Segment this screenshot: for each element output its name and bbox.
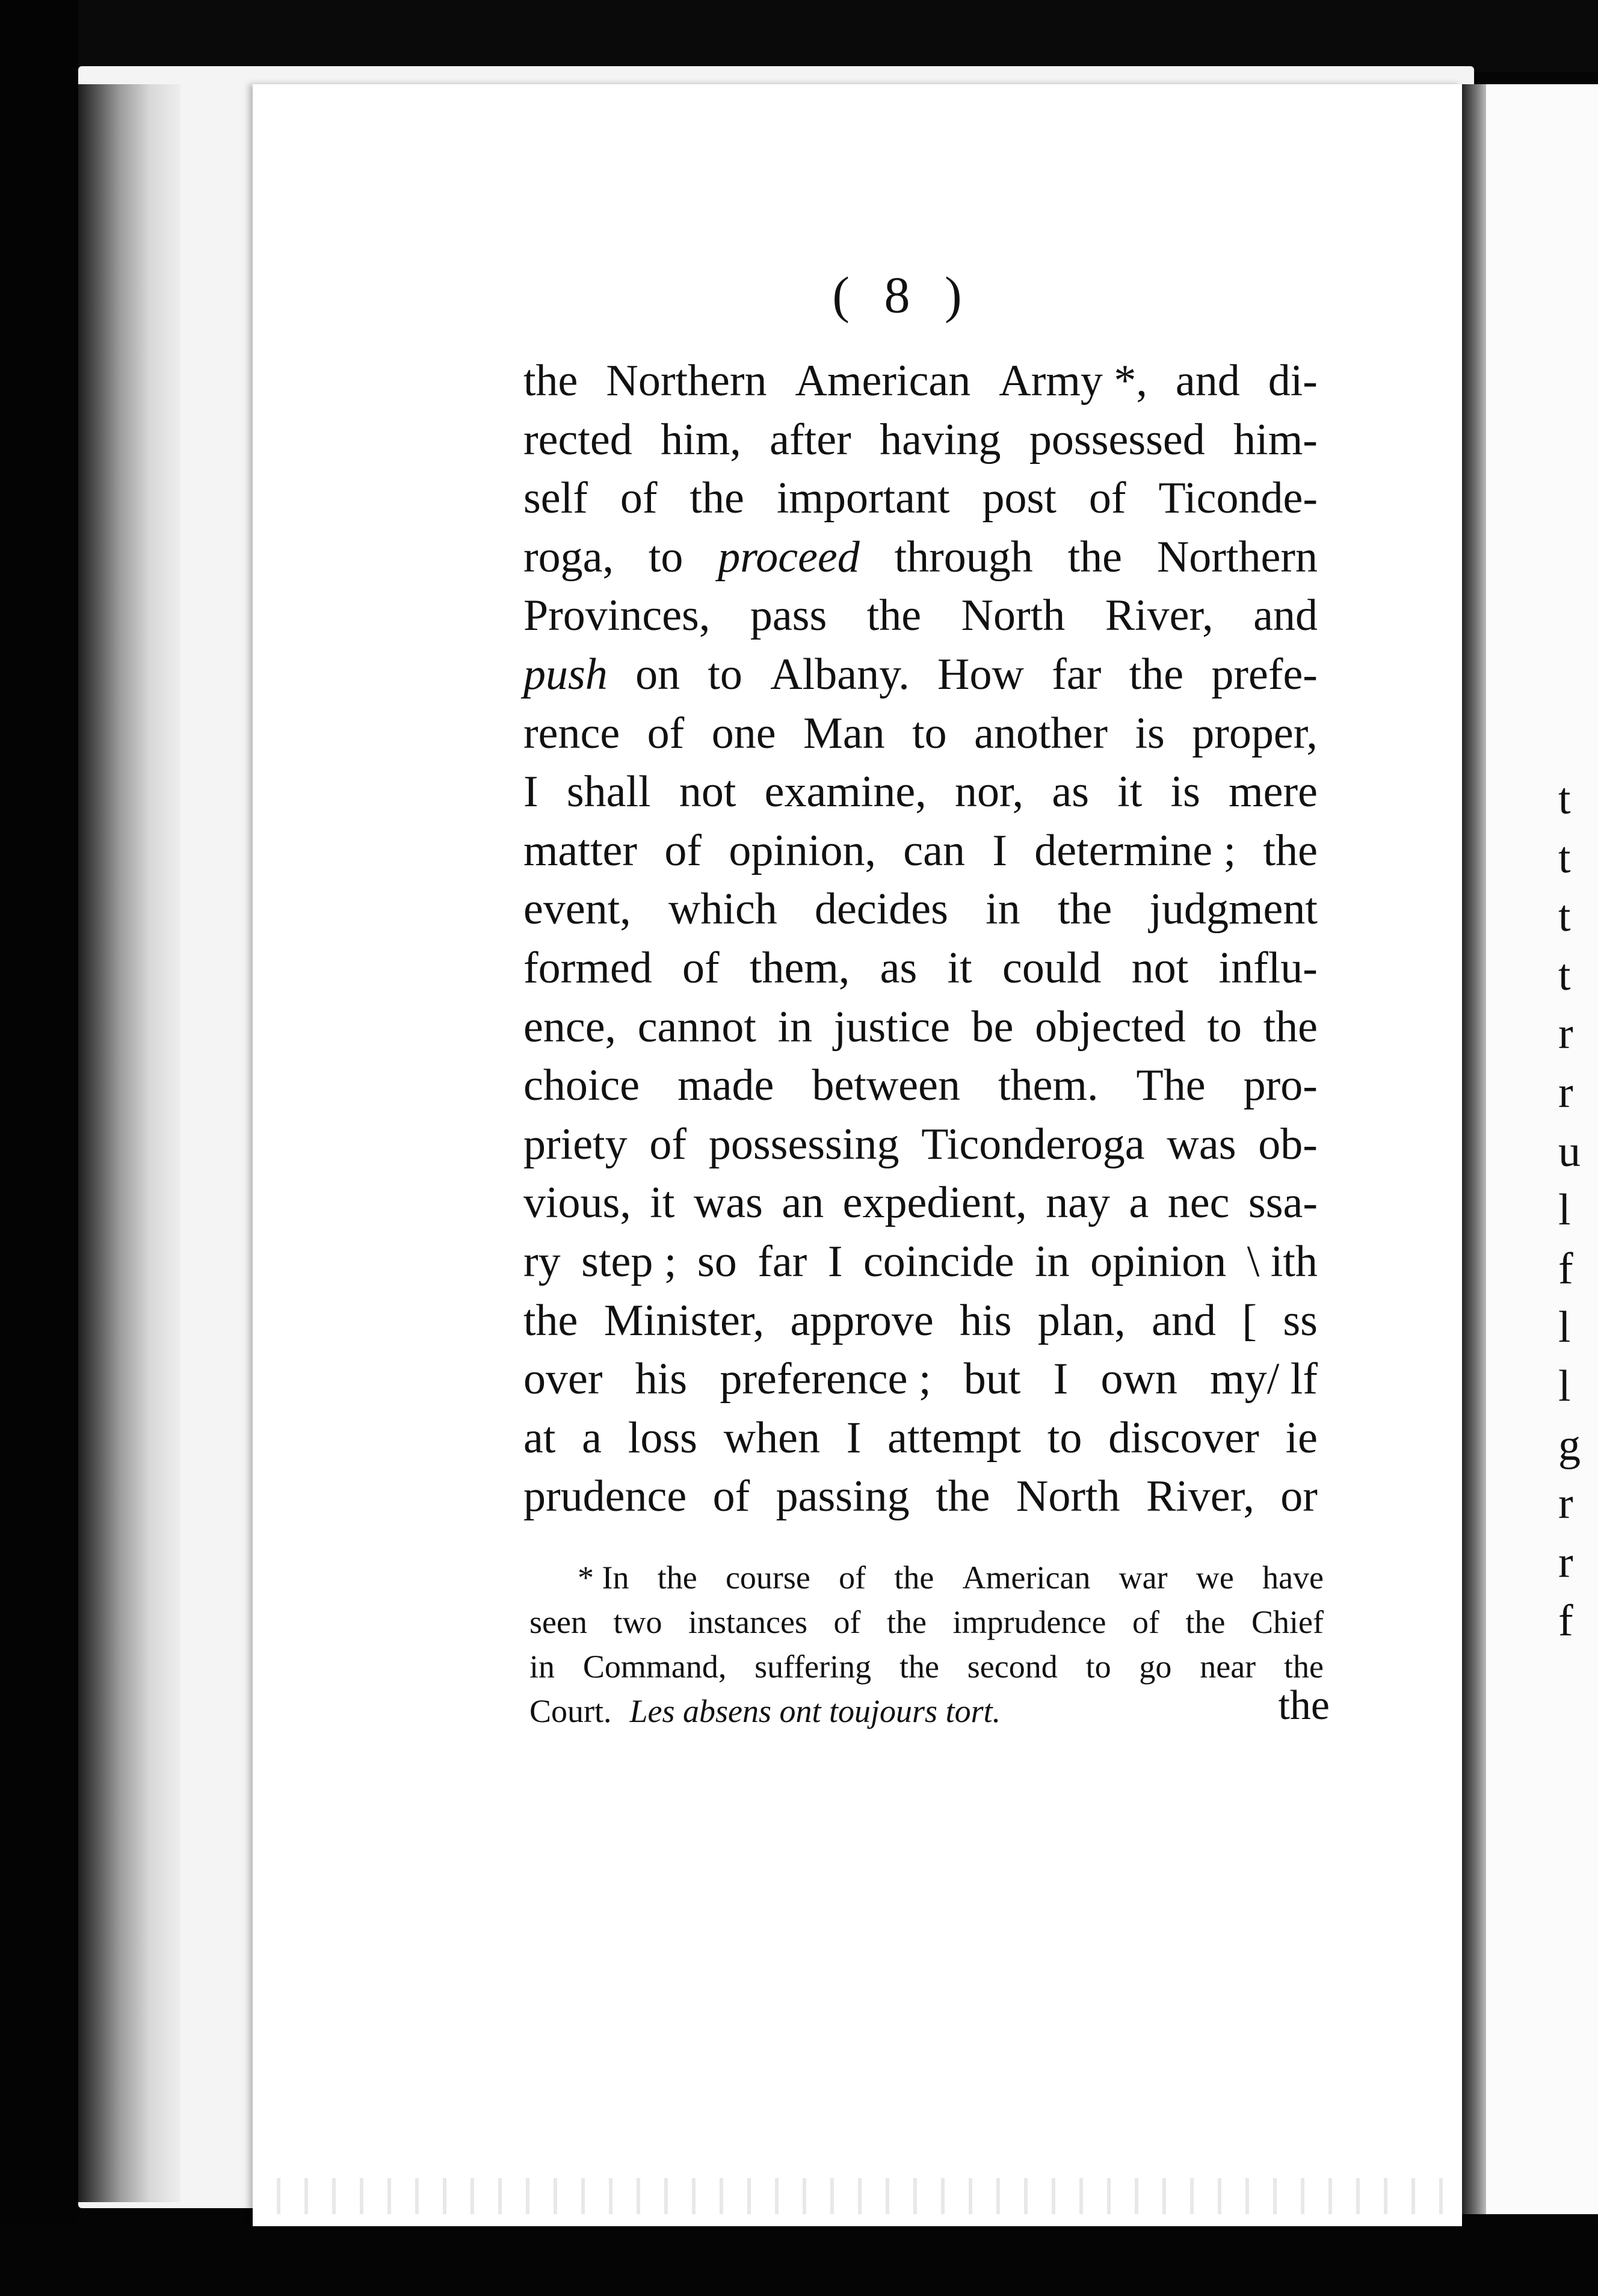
text-line	[523, 646, 1318, 705]
word: not	[679, 767, 736, 817]
word: of	[649, 1119, 687, 1169]
word: ry	[523, 1236, 561, 1286]
facing-page-letter: l	[1558, 1361, 1571, 1411]
word: the	[1129, 649, 1184, 699]
facing-page-letter: f	[1558, 1244, 1573, 1294]
word: North	[1016, 1472, 1120, 1522]
text-line	[523, 587, 1318, 646]
footnote-word: have	[1262, 1560, 1324, 1596]
word: I	[846, 1413, 862, 1463]
word: Ticonde-	[1158, 474, 1318, 523]
word: the	[936, 1472, 990, 1522]
word: of	[620, 474, 658, 523]
word: the	[1263, 826, 1318, 875]
footnote-word: the	[899, 1649, 939, 1685]
word: decides	[814, 884, 948, 934]
word: opinion,	[729, 826, 876, 875]
word: loss	[628, 1413, 697, 1463]
word: pro-	[1243, 1061, 1318, 1111]
word: ie	[1285, 1413, 1318, 1463]
word: can	[903, 826, 965, 875]
word: him,	[661, 415, 741, 464]
word: is	[1135, 708, 1165, 758]
word: prefe-	[1211, 649, 1318, 699]
footnote-word: Les absens ont toujours tort.	[629, 1693, 1001, 1729]
word: but	[963, 1354, 1021, 1404]
word: Man	[803, 708, 885, 758]
word: was	[1167, 1119, 1236, 1169]
facing-page-letters	[1558, 770, 1594, 1651]
word: prudence	[523, 1472, 687, 1522]
word: justice	[833, 1002, 950, 1052]
word: his	[960, 1295, 1012, 1345]
word: The	[1136, 1061, 1206, 1111]
footnote-line	[529, 1644, 1324, 1689]
facing-page-letter: u	[1558, 1126, 1581, 1176]
word: discover	[1108, 1413, 1259, 1463]
word: so	[697, 1236, 737, 1286]
word: River,	[1105, 591, 1214, 641]
text-line	[523, 763, 1318, 822]
footnote-word: in	[529, 1649, 555, 1685]
footnote-word: near	[1200, 1649, 1256, 1685]
word: preference ;	[720, 1354, 931, 1404]
footnote-word: the	[887, 1604, 927, 1640]
word: I	[992, 826, 1007, 875]
text-line	[523, 998, 1318, 1057]
word: own	[1100, 1354, 1177, 1404]
text-line	[523, 352, 1318, 411]
footnote-line	[529, 1555, 1324, 1600]
word: Army *,	[999, 356, 1147, 406]
footnote-word: to	[1085, 1649, 1111, 1685]
word: after	[770, 415, 851, 464]
word: and	[1253, 591, 1318, 641]
word: matter	[523, 826, 638, 875]
footnote-word: American	[962, 1560, 1091, 1596]
word: of	[664, 826, 702, 875]
word: not	[1131, 943, 1189, 993]
word: proceed	[718, 532, 860, 582]
word: push	[523, 649, 608, 699]
scan-bottom-border	[0, 2226, 1598, 2296]
word: coincide	[863, 1236, 1014, 1286]
word: over	[523, 1354, 603, 1404]
footnote-word: suffering	[754, 1649, 872, 1685]
word: at	[523, 1413, 556, 1463]
word: in	[986, 884, 1020, 934]
word: nay	[1046, 1178, 1111, 1228]
footnote	[529, 1555, 1324, 1733]
word: examine,	[764, 767, 927, 817]
text-line	[523, 880, 1318, 939]
word: nec	[1167, 1178, 1230, 1228]
word: it	[1117, 767, 1143, 817]
word: vious,	[523, 1178, 631, 1228]
text-line	[523, 1233, 1318, 1292]
text-line	[523, 822, 1318, 881]
word: a	[582, 1413, 602, 1463]
word: judgment	[1149, 884, 1318, 934]
facing-page-letter: t	[1558, 774, 1571, 824]
word: having	[880, 415, 1001, 464]
word: event,	[523, 884, 631, 934]
word: one	[711, 708, 776, 758]
text-line	[523, 528, 1318, 587]
word: nor,	[954, 767, 1024, 817]
word: I	[1053, 1354, 1069, 1404]
word: objected	[1035, 1002, 1186, 1052]
footnote-word: war	[1118, 1560, 1168, 1596]
word: is	[1170, 767, 1200, 817]
text-line	[523, 1292, 1318, 1351]
footnote-word: of	[839, 1560, 866, 1596]
word: Albany.	[770, 649, 910, 699]
word: American	[795, 356, 971, 406]
binding-edge	[78, 84, 180, 2202]
word: an	[782, 1178, 824, 1228]
facing-page-letter: r	[1558, 1537, 1573, 1587]
gutter-shadow	[1462, 84, 1486, 2214]
word: important	[776, 474, 950, 523]
word: Provinces,	[523, 591, 711, 641]
word: the	[523, 356, 578, 406]
facing-page-letter: r	[1558, 1479, 1573, 1529]
word: could	[1002, 943, 1102, 993]
word: I	[523, 767, 538, 817]
footnote-word: the	[1185, 1604, 1226, 1640]
word: Northern	[606, 356, 767, 406]
footnote-word: * In	[578, 1560, 629, 1596]
word: I	[827, 1236, 843, 1286]
text-line	[523, 1057, 1318, 1116]
word: di-	[1268, 356, 1318, 406]
footnote-word: two	[613, 1604, 662, 1640]
word: of	[682, 943, 720, 993]
word: was	[693, 1178, 763, 1228]
word: the	[523, 1295, 578, 1345]
footnote-word: we	[1195, 1560, 1234, 1596]
word: rected	[523, 415, 632, 464]
facing-page-letter: g	[1558, 1420, 1581, 1470]
footnote-word: seen	[529, 1604, 587, 1640]
word: and	[1175, 356, 1240, 406]
facing-page-letter: l	[1558, 1303, 1571, 1353]
word: and	[1152, 1295, 1216, 1345]
word: passing	[776, 1472, 910, 1522]
word: when	[723, 1413, 820, 1463]
footnote-word: go	[1139, 1649, 1172, 1685]
footnote-word: the	[894, 1560, 934, 1596]
word: the	[1263, 1002, 1318, 1052]
word: North	[961, 591, 1066, 641]
word: proper,	[1192, 708, 1318, 758]
word: the	[1057, 884, 1112, 934]
word: far	[757, 1236, 807, 1286]
footnote-word: the	[1283, 1649, 1324, 1685]
word: my/ lf	[1210, 1354, 1318, 1404]
word: post	[982, 474, 1057, 523]
word: rence	[523, 708, 620, 758]
facing-page-letter: t	[1558, 892, 1571, 942]
word: attempt	[887, 1413, 1022, 1463]
word: another	[974, 708, 1108, 758]
text-line	[523, 1116, 1318, 1174]
word: it	[650, 1178, 675, 1228]
page-number: ( 8 )	[832, 266, 973, 324]
word: possessed	[1029, 415, 1205, 464]
word: to	[1207, 1002, 1242, 1052]
word: determine ;	[1034, 826, 1236, 875]
word: of	[647, 708, 685, 758]
word: roga,	[523, 532, 614, 582]
word: him-	[1233, 415, 1318, 464]
word: to	[912, 708, 947, 758]
footnote-word: instances	[688, 1604, 807, 1640]
footnote-word: imprudence	[952, 1604, 1106, 1640]
footnote-word: the	[657, 1560, 697, 1596]
footnote-word: Court.	[529, 1693, 612, 1729]
word: expedient,	[842, 1178, 1027, 1228]
facing-page-letter: r	[1558, 1009, 1573, 1059]
text-line	[523, 1174, 1318, 1233]
word: ss	[1283, 1295, 1318, 1345]
footnote-word: second	[967, 1649, 1058, 1685]
word: How	[937, 649, 1024, 699]
word: approve	[790, 1295, 934, 1345]
word: River,	[1146, 1472, 1254, 1522]
word: cannot	[637, 1002, 756, 1052]
text-line	[523, 1409, 1318, 1468]
word: it	[947, 943, 972, 993]
word: to	[648, 532, 683, 582]
facing-page-letter: r	[1558, 1067, 1573, 1117]
word: of	[712, 1472, 750, 1522]
facing-page-letter: t	[1558, 950, 1571, 1000]
word: self	[523, 474, 588, 523]
word: his	[635, 1354, 688, 1404]
word: the	[866, 591, 922, 641]
word: to	[708, 649, 742, 699]
word: in	[1035, 1236, 1070, 1286]
word: opinion	[1090, 1236, 1227, 1286]
catchword: the	[1278, 1682, 1330, 1729]
word: to	[1047, 1413, 1082, 1463]
word: choice	[523, 1061, 640, 1111]
scan-left-border	[0, 0, 78, 2296]
page-bottom-edge	[253, 2178, 1462, 2214]
footnote-word: Chief	[1251, 1604, 1324, 1640]
facing-page-letter: f	[1558, 1596, 1573, 1646]
word: them,	[749, 943, 850, 993]
text-line	[523, 469, 1318, 528]
footnote-word: of	[1132, 1604, 1159, 1640]
word: the	[689, 474, 744, 523]
word: Ticonderoga	[921, 1119, 1145, 1169]
scan-top-border	[0, 0, 1598, 72]
word: in	[777, 1002, 813, 1052]
text-line	[523, 411, 1318, 470]
word: a	[1129, 1178, 1149, 1228]
word: Northern	[1156, 532, 1318, 582]
word: which	[668, 884, 777, 934]
word: made	[677, 1061, 774, 1111]
body-text	[523, 352, 1318, 1526]
word: ence,	[523, 1002, 617, 1052]
word: the	[1067, 532, 1123, 582]
text-line	[523, 1350, 1318, 1409]
text-line	[523, 939, 1318, 998]
footnote-line	[529, 1600, 1324, 1644]
text-line	[523, 1467, 1318, 1526]
word: priety	[523, 1119, 628, 1169]
word: as	[1052, 767, 1089, 817]
word: them.	[998, 1061, 1099, 1111]
facing-page-letter: l	[1558, 1185, 1571, 1235]
word: step ;	[581, 1236, 677, 1286]
word: possessing	[708, 1119, 899, 1169]
word: through	[894, 532, 1033, 582]
word: Minister,	[603, 1295, 765, 1345]
word: far	[1052, 649, 1102, 699]
footnote-word: course	[725, 1560, 810, 1596]
word: \ ith	[1247, 1236, 1318, 1286]
word: of	[1088, 474, 1126, 523]
word: between	[812, 1061, 960, 1111]
word: as	[880, 943, 918, 993]
footnote-word: Command,	[582, 1649, 727, 1685]
word: or	[1280, 1472, 1318, 1522]
word: mere	[1229, 767, 1318, 817]
word: plan,	[1037, 1295, 1126, 1345]
footnote-line	[529, 1689, 1324, 1733]
word: influ-	[1218, 943, 1318, 993]
facing-page-letter: t	[1558, 833, 1571, 883]
text-line	[523, 705, 1318, 764]
word: shall	[566, 767, 651, 817]
word: ssa-	[1248, 1178, 1318, 1228]
word: on	[635, 649, 680, 699]
footnote-word: of	[833, 1604, 861, 1640]
word: pass	[750, 591, 827, 641]
word: formed	[523, 943, 652, 993]
word: ob-	[1258, 1119, 1318, 1169]
word: [	[1242, 1295, 1257, 1345]
word: be	[971, 1002, 1014, 1052]
